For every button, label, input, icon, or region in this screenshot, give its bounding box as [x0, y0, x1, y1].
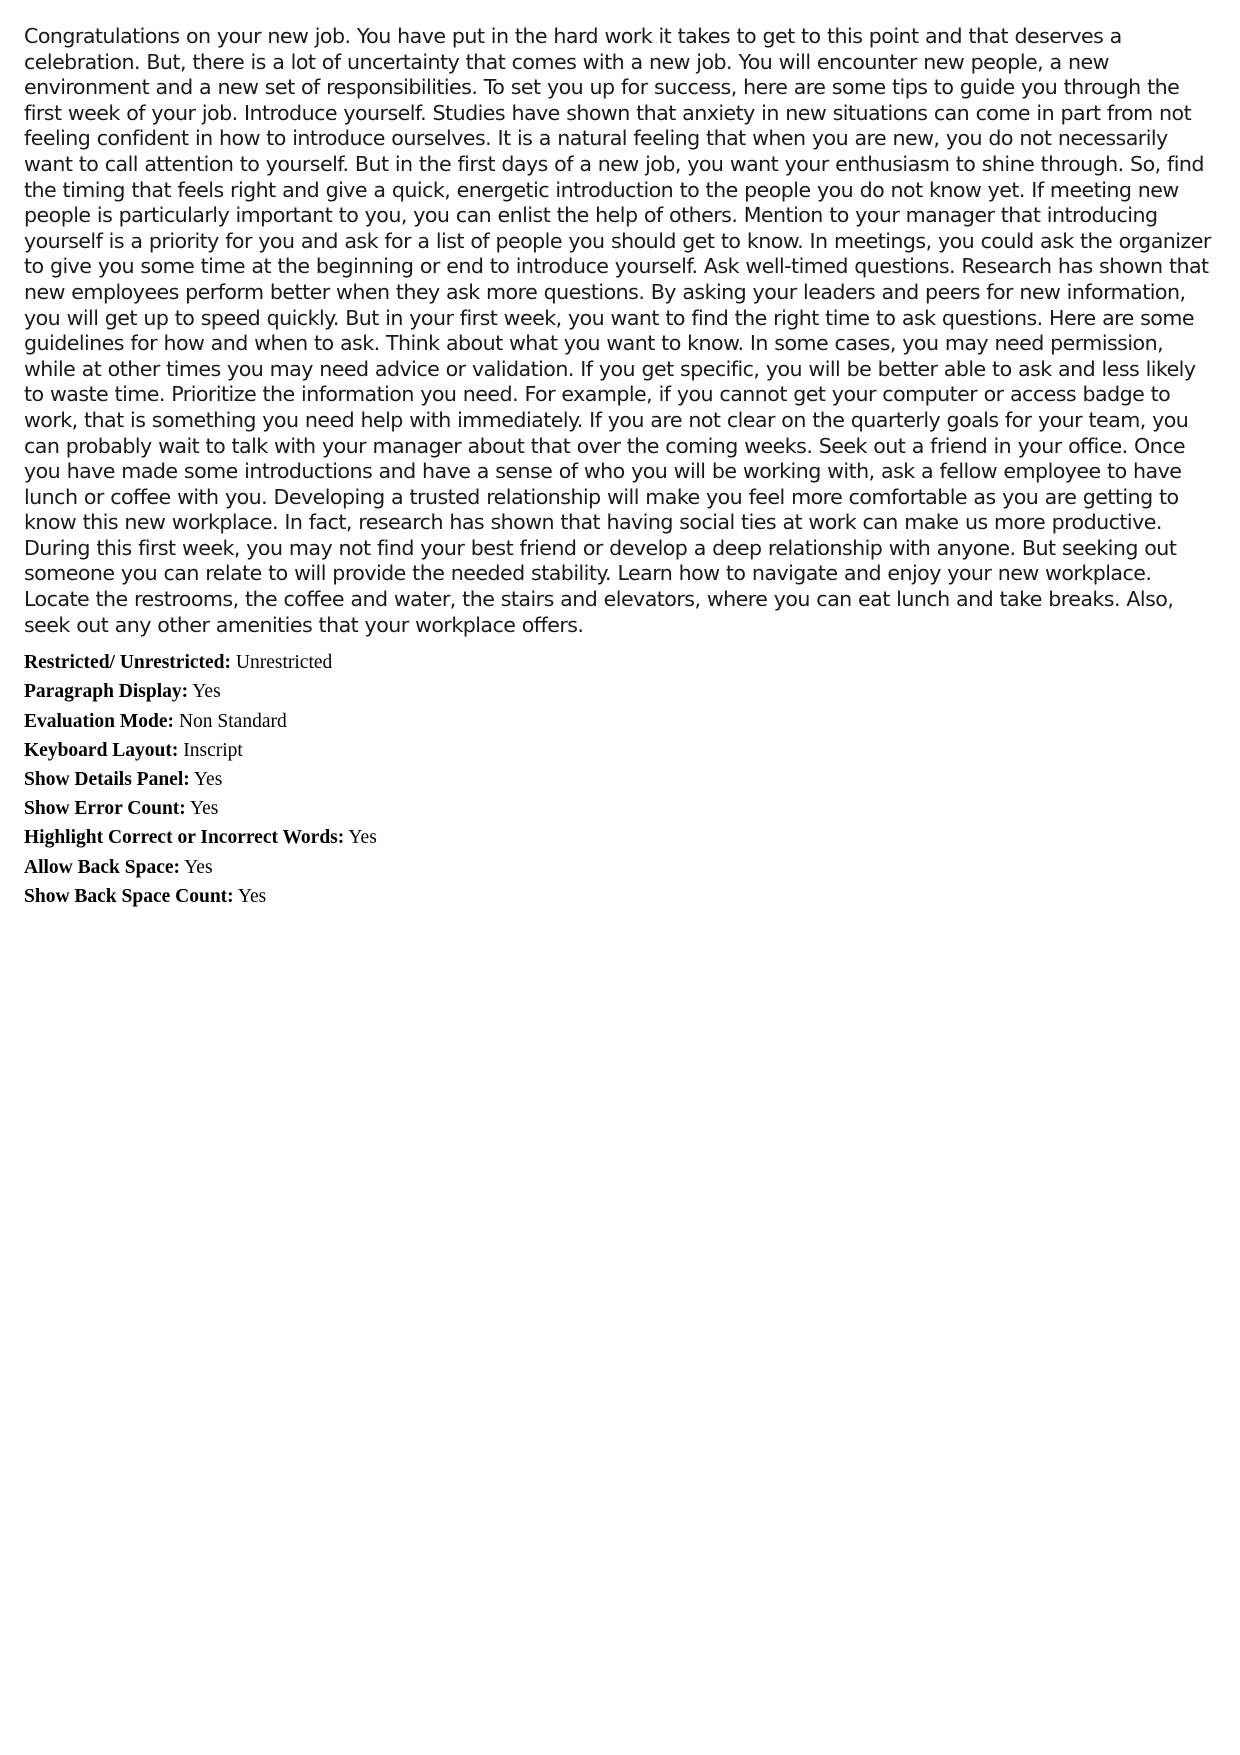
setting-label: Show Back Space Count:	[24, 885, 234, 907]
setting-value: Yes	[237, 885, 267, 907]
setting-label: Paragraph Display:	[24, 681, 189, 703]
typing-passage: Congratulations on your new job. You have put in the hard work it takes to get to this point and that deserves a celebration. But, there is a lot of uncertainty that comes with a new job. You will encounter new people, a new environment and a new set of responsibilities. To set you up for success, here are some tips to guide you through the first week of your job. Introduce yourself. Studies have shown that anxiety in new situations can come in part from not feeling confident in how to introduce ourselves. It is a natural feeling that when you are new, you do not necessarily want to call attention to yourself. But in the first days of a new job, you want your enthusiasm to shine through. So, find the timing that feels right and give a quick, energetic introduction to the people you do not know yet. If meeting new people is particularly important to you, you can enlist the help of others. Mention to your manager that introducing yourself is a priority for you and ask for a list of people you should get to know. In meetings, you could ask the organizer to give you some time at the beginning or end to introduce yourself. Ask well-timed questions. Research has shown that new employees perform better when they ask more questions. By asking your leaders and peers for new information, you will get up to speed quickly. But in your first week, you want to find the right time to ask questions. Here are some guidelines for how and when to ask. Think about what you want to know. In some cases, you may need permission, while at other times you may need advice or validation. If you get specific, you will be better able to ask and less likely to waste time. Prioritize the information you need. For example, if you cannot get your computer or access badge to work, that is something you need help with immediately. If you are not clear on the quarterly goals for your team, you can probably wait to talk with your manager about that over the coming weeks. Seek out a friend in your office. Once you have made some introductions and have a sense of who you will be working with, ask a fellow employee to have lunch or coffee with you. Developing a trusted relationship will make you feel more comfortable as you are getting to know this new workplace. In fact, research has shown that having social ties at work can make us more productive. During this first week, you may not find your best friend or develop a deep relationship with anyone. But seeking out someone you can relate to will provide the needed stability. Learn how to navigate and enjoy your new workplace. Locate the restrooms, the coffee and water, the stairs and elevators, where you can eat lunch and take breaks. Also, seek out any other amenities that your workplace offers.	[24, 24, 1211, 637]
setting-show-error-count	[24, 794, 1216, 823]
setting-label: Allow Back Space:	[24, 856, 180, 878]
setting-label: Show Details Panel:	[24, 769, 190, 791]
setting-show-back-space-count	[24, 882, 1216, 911]
setting-restricted	[24, 648, 1216, 677]
document-page	[24, 24, 1216, 911]
setting-label: Highlight Correct or Incorrect Words:	[24, 827, 345, 849]
settings-list	[24, 648, 1216, 911]
setting-value: Yes	[193, 769, 223, 791]
setting-value: Yes	[189, 798, 219, 820]
setting-value: Unrestricted	[235, 652, 333, 674]
setting-label: Restricted/ Unrestricted:	[24, 652, 232, 674]
setting-value: Yes	[348, 827, 377, 849]
setting-paragraph-display	[24, 677, 1216, 706]
setting-label: Evaluation Mode:	[24, 710, 175, 732]
setting-value: Non Standard	[178, 710, 287, 732]
setting-show-details-panel	[24, 765, 1216, 794]
setting-value: Yes	[184, 856, 213, 878]
setting-value: Inscript	[183, 739, 243, 761]
setting-label: Show Error Count:	[24, 798, 186, 820]
setting-evaluation-mode	[24, 707, 1216, 736]
setting-allow-back-space	[24, 853, 1216, 882]
setting-label: Keyboard Layout:	[24, 739, 179, 761]
setting-keyboard-layout	[24, 736, 1216, 765]
setting-highlight-words	[24, 823, 1216, 852]
setting-value: Yes	[192, 681, 221, 703]
